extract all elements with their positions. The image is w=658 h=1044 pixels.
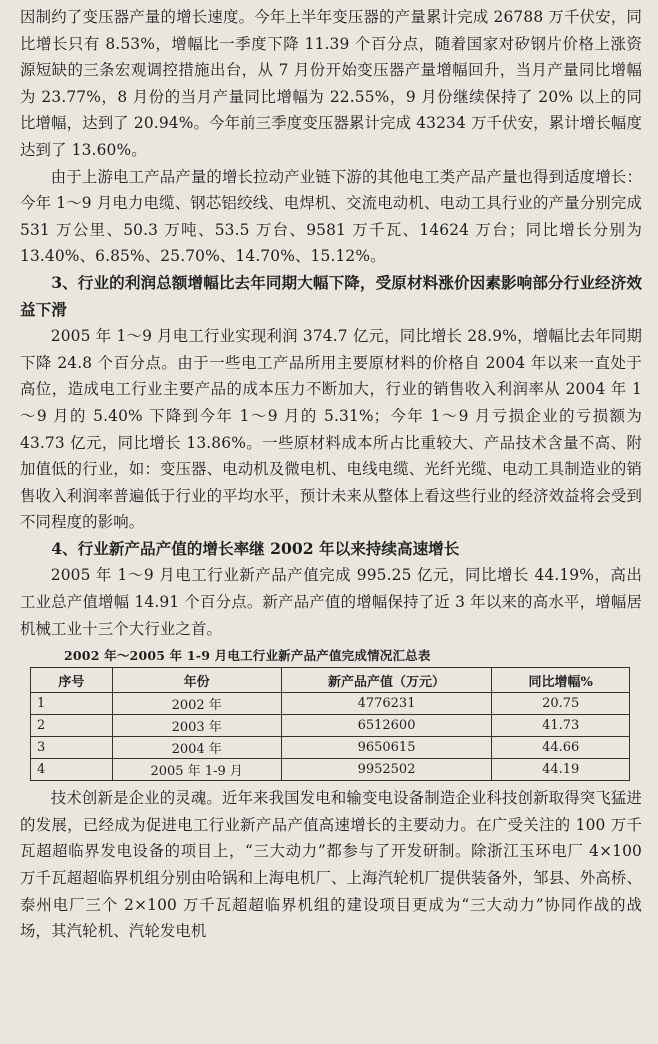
cell-growth: 44.66 (492, 737, 630, 759)
cell-value: 9650615 (281, 737, 492, 759)
table-row (31, 737, 630, 759)
header-value: 新产品产值（万元） (281, 668, 492, 693)
cell-value: 6512600 (281, 715, 492, 737)
table-header-row (31, 668, 630, 693)
cell-growth: 41.73 (492, 715, 630, 737)
paragraph-downstream-products: 由于上游电工产品产量的增长拉动产业链下游的其他电工类产品产量也得到适度增长：今年 1～9 月电力电缆、钢芯铝绞线、电焊机、交流电动机、电动工具行业的产量分别完成 531 万公里、50.3 万吨、53.5 万台、9581 万千瓦、14624 万台；同比增长分别为 13.40%、6.85%、25.70%、14.70%、15.12%。 (20, 167, 642, 266)
cell-year: 2005 年 1-9 月 (112, 759, 281, 781)
cell-growth: 20.75 (492, 693, 630, 715)
cell-index: 4 (31, 759, 113, 781)
cell-index: 3 (31, 737, 113, 759)
table-row (31, 715, 630, 737)
cell-value: 9952502 (281, 759, 492, 781)
paragraph-new-products: 2005 年 1～9 月电工行业新产品产值完成 995.25 亿元，同比增长 44.19%，高出工业总产值增幅 14.91 个百分点。新产品产值的增幅保持了近 3 年以来的高水平，增幅居机械工业十三个大行业之首。 (20, 566, 642, 638)
table-row (31, 759, 630, 781)
cell-value: 4776231 (281, 693, 492, 715)
cell-index: 2 (31, 715, 113, 737)
cell-year: 2003 年 (112, 715, 281, 737)
section-heading-profit: 3、行业的利润总额增幅比去年同期大幅下降，受原材料涨价因素影响部分行业经济效益下滑 (20, 272, 642, 319)
cell-growth: 44.19 (492, 759, 630, 781)
paragraph-innovation: 技术创新是企业的灵魂。近年来我国发电和输变电设备制造企业科技创新取得突飞猛进的发展，已经成为促进电工行业新产品产值高速增长的主要动力。在广受关注的 100 万千瓦超超临界发电设备的项目上，“三大动力”都参与了开发研制。除浙江玉环电厂 4×100 万千瓦超超临界机组分别由哈锅和上海电机厂、上海汽轮机厂提供装备外，邹县、外高桥、泰州电厂三个 2×100 万千瓦超超临界机组的建设项目更成为“三大动力”协同作战的战场，其汽轮机、汽轮发电机 (20, 789, 642, 941)
cell-year: 2002 年 (112, 693, 281, 715)
paragraph-profit: 2005 年 1～9 月电工行业实现利润 374.7 亿元，同比增长 28.9%，增幅比去年同期下降 24.8 个百分点。由于一些电工产品所用主要原材料的价格自 2004 年以来一直处于高位，造成电工行业主要产品的成本压力不断加大，行业的销售收入利润率从 2004 年 1～9 月的 5.40% 下降到今年 1～9 月的 5.31%；今年 1～9 月亏损企业的亏损额为 43.73 亿元，同比增长 13.86%。一些原材料成本所占比重较大、产品技术含量不高、附加值低的行业，如：变压器、电动机及微电机、电线电缆、光纤光缆、电动工具制造业的销售收入利润率普遍低于行业的平均水平，预计未来从整体上看这些行业的经济效益将会受到不同程度的影响。 (20, 327, 642, 532)
header-index: 序号 (31, 668, 113, 693)
table-row (31, 693, 630, 715)
new-product-value-table (30, 667, 630, 781)
cell-index: 1 (31, 693, 113, 715)
table-caption: 2002 年～2005 年 1-9 月电工行业新产品产值完成情况汇总表 (64, 648, 431, 664)
header-growth: 同比增幅% (492, 668, 630, 693)
section-heading-new-products: 4、行业新产品产值的增长率继 2002 年以来持续高速增长 (51, 538, 460, 558)
paragraph-transformer-output: 因制约了变压器产量的增长速度。今年上半年变压器的产量累计完成 26788 万千伏安，同比增长只有 8.53%，增幅比一季度下降 11.39 个百分点，随着国家对矽钢片价格上涨资源短缺的三条宏观调控措施出台，从 7 月份开始变压器产量增幅回升，当月产量同比增幅为 23.77%，8 月份的当月产量同比增幅为 22.55%，9 月份继续保持了 20% 以上的同比增幅，达到了 20.94%。今年前三季度变压器累计完成 43234 万千伏安，累计增长幅度达到了 13.60%。 (20, 8, 642, 159)
header-year: 年份 (112, 668, 281, 693)
cell-year: 2004 年 (112, 737, 281, 759)
